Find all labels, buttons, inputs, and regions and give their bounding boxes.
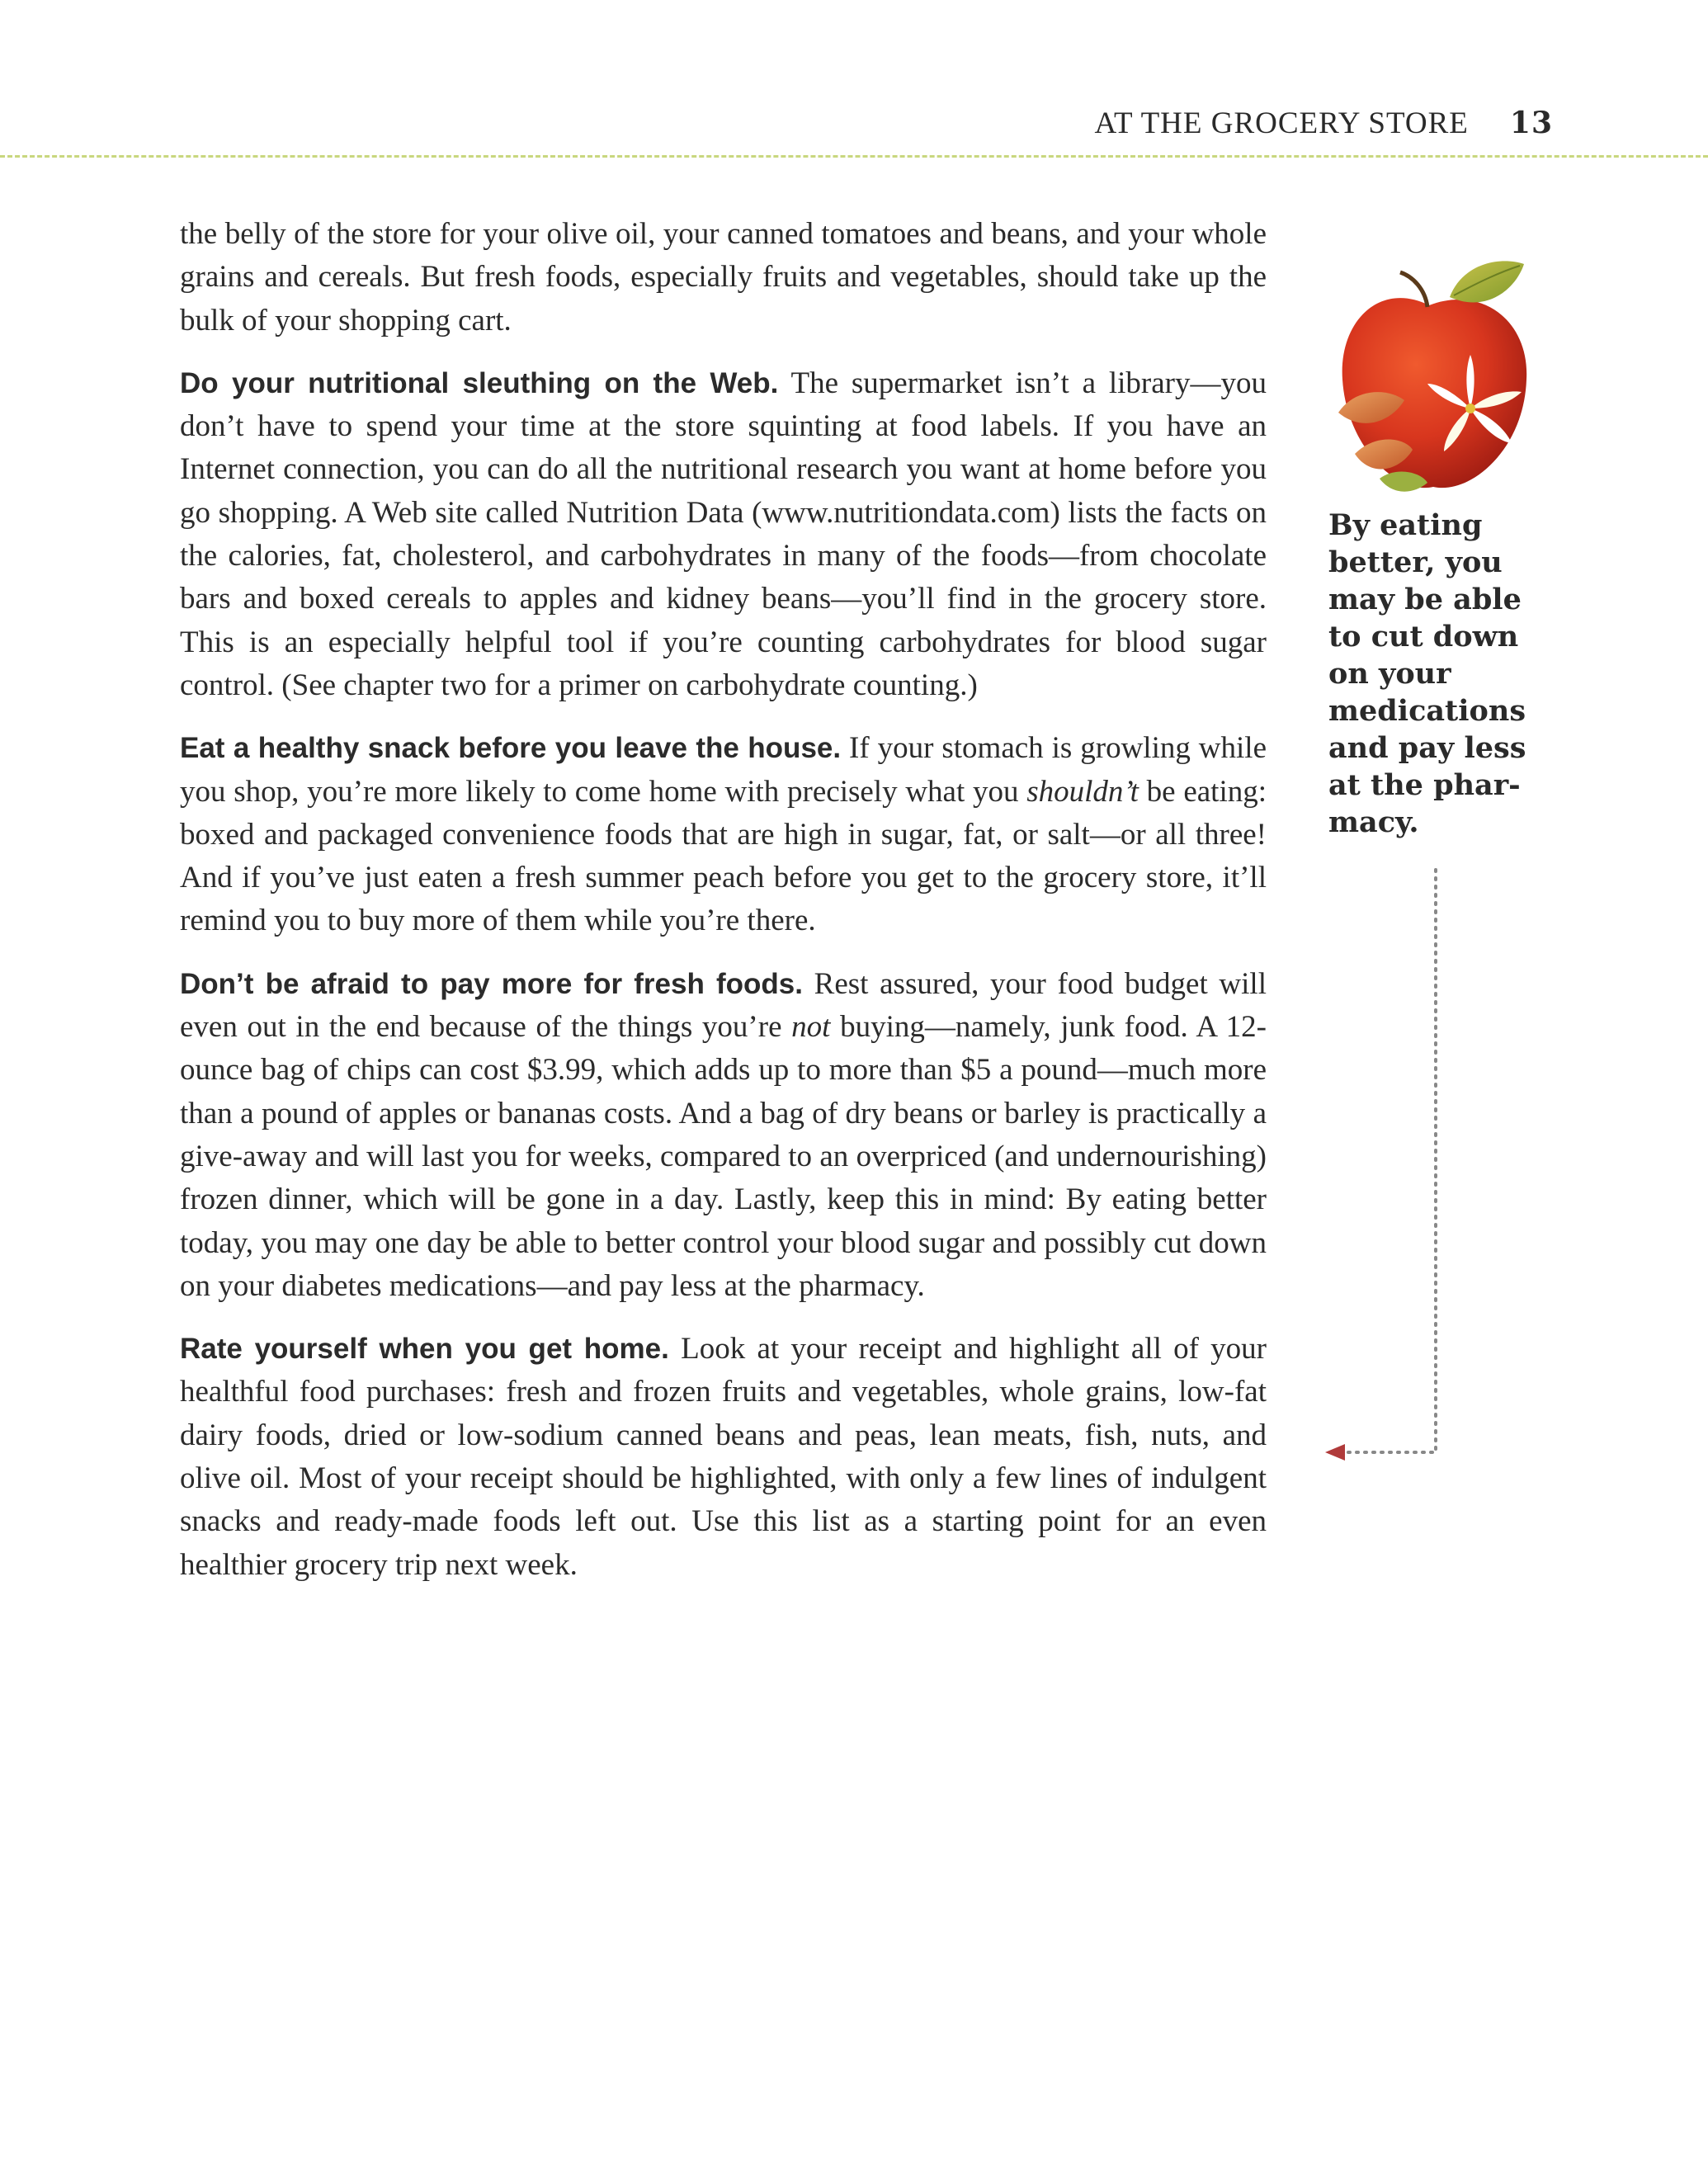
emphasis: not — [791, 1010, 831, 1045]
paragraph: Rate yourself when you get home. Look at your receipt and highlight all of your healthful food purchases: fresh and frozen fruits and vegetables, whole grains, low-fat dairy foods, dried or low-sodium canned beans and peas, lean meats, fish, nuts, and olive oil. Most of your receipt should be highlighted, with only a few lines of indulgent snacks and ready-made foods left out. Use this list as a starting point for an even healthier grocery trip next week. — [180, 1332, 1267, 1582]
paragraph: Don’t be afraid to pay more for fresh foods. Rest assured, your food budget will even out in the end because of the things you’re not buying—namely, junk food. A 12-ounce bag of chips can cost $3.99, which adds up to more than $5 a pound—much more than a pound of apples or bananas costs. And a bag of dry beans or barley is practically a give-away and will last you for weeks, compared to an overpriced (and undernourishing) frozen dinner, which will be gone in a day. Lastly, keep this in mind: By eating better today, you may one day be able to better control your blood sugar and possibly cut down on your diabetes medications—and pay less at the pharmacy. — [180, 966, 1267, 1303]
paragraph: the belly of the store for your olive oil, your canned tomatoes and beans, and your whole grains and cereals. But fresh foods, especially fruits and vegetables, should take up the bulk of your shopping cart. — [180, 217, 1267, 337]
running-title: AT THE GROCERY STORE — [1094, 106, 1469, 140]
header-divider — [0, 155, 1708, 158]
paragraph-lead: Rate yourself when you get home. — [180, 1333, 669, 1366]
emphasis: shouldn’t — [1026, 774, 1139, 809]
paragraph: Do your nutritional sleuthing on the Web. The supermarket isn’t a library—you don’t have to spend your time at the store squinting at food labels. If you have an Internet connection, you can do all the nutritional research you want at home before you go shopping. A Web site called Nutrition Data (www.nutritiondata.com) lists the facts on the calories, fat, cholesterol, and carbohydrates in many of the foods—from chocolate bars and boxed cereals to apples and kidney beans—you’ll find in the grocery store. This is an especially helpful tool if you’re counting carbohydrates for blood sugar control. (See chapter two for a primer on carbohydrate counting.) — [180, 366, 1267, 702]
sidebar-pull-quote: By eating better, you may be able to cut down on your medications and pay less at the pharmacy. — [1328, 508, 1526, 839]
running-header — [1094, 106, 1553, 141]
paragraph-lead: Do your nutritional sleuthing on the Web. — [180, 366, 779, 399]
page-number: 13 — [1509, 106, 1553, 140]
paragraph-lead: Don’t be afraid to pay more for fresh foods. — [180, 967, 803, 1000]
paragraph-lead: Eat a healthy snack before you leave the house. — [180, 732, 842, 765]
apple-with-leaves-icon — [1330, 256, 1535, 499]
main-text-column — [180, 213, 1267, 1607]
paragraph: Eat a healthy snack before you leave the house. If your stomach is growling while you shop, you’re more likely to come home with precisely what you shouldn’t be eating: boxed and packaged convenience foods that are high in sugar, fat, or salt—or all three! And if you’ve just eaten a fresh summer peach before you get to the grocery store, it’ll remind you to buy more of them while you’re there. — [180, 731, 1267, 938]
pull-quote-connector — [1320, 866, 1452, 1477]
arrow-head-icon — [1325, 1444, 1345, 1461]
